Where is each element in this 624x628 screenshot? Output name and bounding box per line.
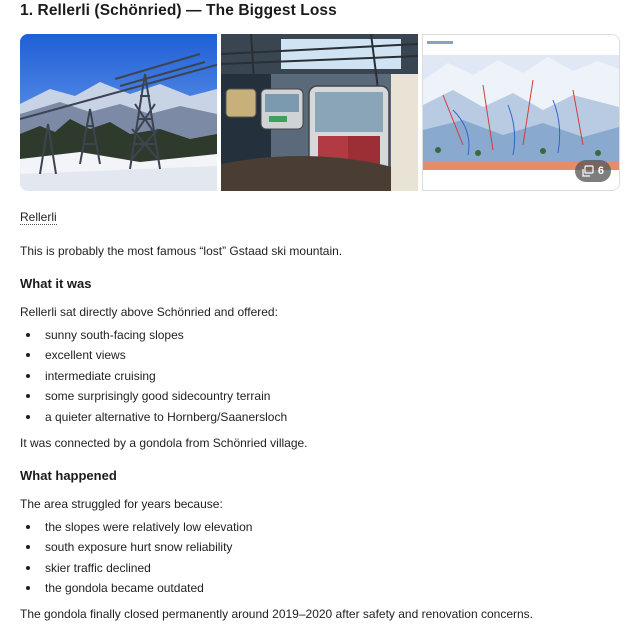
gallery-stack-icon [582, 165, 594, 177]
list-item: skier traffic declined [20, 560, 252, 580]
what-it-was-closing: It was connected by a gondola from Schönried village. [20, 436, 308, 450]
gallery-image-2[interactable] [221, 34, 418, 191]
what-happened-list [20, 519, 252, 601]
image-gallery [20, 34, 620, 191]
what-happened-lead: The area struggled for years because: [20, 497, 223, 511]
gallery-image-1[interactable] [20, 34, 217, 191]
gondola-pylon-snow-photo [20, 34, 217, 191]
list-item: a quieter alternative to Hornberg/Saanersloch [20, 409, 287, 429]
intro-paragraph: This is probably the most famous “lost” Gstaad ski mountain. [20, 244, 343, 258]
list-item: sunny south-facing slopes [20, 327, 287, 347]
list-item: the slopes were relatively low elevation [20, 519, 252, 539]
gallery-image-3[interactable] [422, 34, 620, 191]
more-images-count: 6 [597, 165, 604, 177]
what-it-was-lead: Rellerli sat directly above Schönried and offered: [20, 305, 278, 319]
more-images-badge[interactable] [575, 160, 611, 182]
what-it-was-list [20, 327, 287, 429]
list-item: the gondola became outdated [20, 580, 252, 600]
list-item: intermediate cruising [20, 368, 287, 388]
list-item: some surprisingly good sidecountry terrain [20, 388, 287, 408]
heading-what-it-was: What it was [20, 276, 92, 291]
section-title: 1. Rellerli (Schönried) — The Biggest Loss [20, 2, 337, 19]
what-happened-closing: The gondola finally closed permanently around 2019–2020 after safety and renovation concerns. [20, 607, 534, 621]
list-item: south exposure hurt snow reliability [20, 539, 252, 559]
source-link[interactable]: Rellerli [20, 210, 57, 224]
list-item: excellent views [20, 347, 287, 367]
gondola-station-photo [221, 34, 418, 191]
heading-what-happened: What happened [20, 468, 117, 483]
